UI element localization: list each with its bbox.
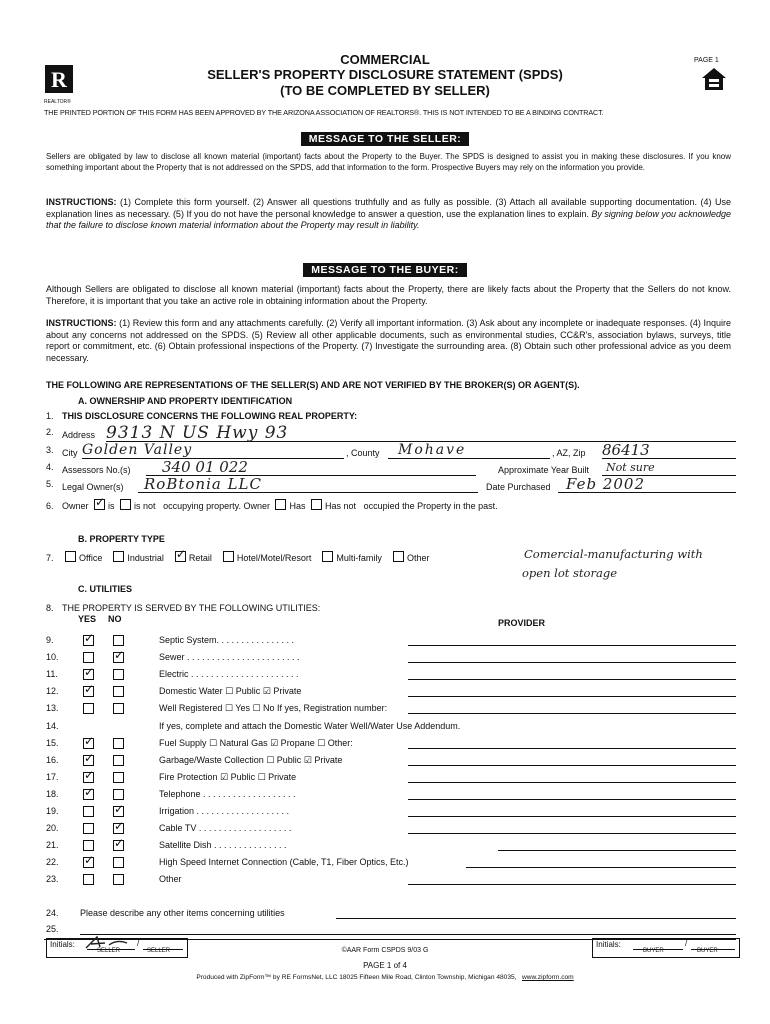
- section-c-heading: C. UTILITIES: [78, 584, 132, 594]
- seller-instructions: [46, 197, 731, 232]
- utility-row: [46, 667, 736, 682]
- utility-no-checkbox[interactable]: [113, 789, 124, 800]
- buyer-instructions-text: (1) Review this form and any attachments carefully. (2) Verify all important information. (3) Ask about any incomplete or inadequate responses. (4) Inquire about any concerns not addressed on the SPDS. (5) Review all other applicable documents, such as environmental studies, CC&R's, association bylaws, surveys, title report or commitment, etc. (6) Obtain professional inspections of the Property. (7) Investigate the surrounding area. (8) Obtain such other professional advice as you deem necessary.: [46, 318, 731, 363]
- utility-provider-field[interactable]: [408, 667, 736, 680]
- utility-label: High Speed Internet Connection (Cable, T1, Fiber Optics, Etc.): [159, 857, 409, 868]
- line-number: 12.: [46, 686, 59, 697]
- page-of: PAGE 1 of 4: [363, 961, 407, 970]
- utility-label: Other: [159, 874, 182, 885]
- buyer-instructions-label: INSTRUCTIONS:: [46, 318, 117, 328]
- section-a-heading: A. OWNERSHIP AND PROPERTY IDENTIFICATION: [78, 396, 293, 406]
- line-number: 17.: [46, 771, 59, 782]
- property-type-other-checkbox[interactable]: [393, 551, 404, 562]
- is-label: is: [108, 501, 115, 511]
- utility-row: [46, 650, 736, 665]
- city-field[interactable]: [82, 443, 344, 459]
- year-built-value: Not sure: [606, 461, 655, 474]
- buyer-para: [46, 284, 731, 307]
- utility-row: [46, 753, 736, 768]
- line-number: 11.: [46, 669, 58, 680]
- buyer-message-banner: MESSAGE TO THE BUYER:: [303, 263, 466, 277]
- seller-instructions-italic: By signing below you acknowledge that the failure to disclose known material information about the Property may result in liability.: [46, 208, 731, 230]
- county-field[interactable]: [388, 443, 550, 459]
- line-24: [46, 906, 736, 921]
- representation-note: THE FOLLOWING ARE REPRESENTATIONS OF THE SELLER(S) AND ARE NOT VERIFIED BY THE BROKER(S) OR AGENT(S).: [46, 380, 580, 390]
- line-number: 15.: [46, 737, 59, 748]
- utility-yes-checkbox[interactable]: [83, 635, 94, 646]
- utility-no-checkbox[interactable]: [113, 669, 124, 680]
- property-type-label: Retail: [188, 553, 212, 563]
- utility-label: Irrigation . . . . . . . . . . . . . . . . . . .: [159, 806, 290, 816]
- utility-yes-checkbox[interactable]: [83, 703, 94, 714]
- utility-label: Fuel Supply ☐ Natural Gas ☑ Propane ☐ Other:: [159, 737, 353, 748]
- section-b-heading: B. PROPERTY TYPE: [78, 534, 165, 544]
- utility-provider-field[interactable]: [408, 684, 736, 697]
- provider-header: PROVIDER: [498, 618, 546, 628]
- utility-row: [46, 838, 736, 853]
- occupying-label: occupying property. Owner: [163, 501, 270, 511]
- line1-text: THIS DISCLOSURE CONCERNS THE FOLLOWING REAL PROPERTY:: [62, 411, 358, 421]
- utility-label: Garbage/Waste Collection ☐ Public ☑ Private: [159, 754, 343, 765]
- property-type-multi-family-checkbox[interactable]: [322, 551, 333, 562]
- seller-initials-box: Initials: / SELLER SELLER: [46, 938, 188, 958]
- county-value: Mohave: [398, 442, 467, 458]
- page-label: PAGE 1: [694, 57, 719, 64]
- is-not-label: is not: [134, 501, 156, 511]
- assessor-label: Assessors No.(s): [62, 465, 131, 475]
- line-number: 24.: [46, 908, 59, 918]
- line-1: [46, 409, 736, 424]
- equal-housing-logo: [700, 66, 728, 99]
- line24-field[interactable]: [336, 906, 736, 919]
- utility-yes-checkbox[interactable]: [83, 772, 94, 783]
- zip-field[interactable]: [602, 443, 736, 459]
- seller-banner-wrap: [0, 129, 770, 147]
- utility-provider-field[interactable]: [408, 633, 736, 646]
- line-6-occupancy: 6. Owner ✓ is is not occupying property. Owner Has Has not occupied the Property in the past.: [46, 499, 736, 514]
- utility-yes-checkbox[interactable]: [83, 789, 94, 800]
- utility-provider-field[interactable]: [408, 872, 736, 885]
- utility-provider-field[interactable]: [408, 753, 736, 766]
- other-type-value2: open lot storage: [522, 566, 617, 580]
- utility-label: Electric . . . . . . . . . . . . . . . . . . . . . .: [159, 669, 299, 680]
- utility-yes-checkbox[interactable]: [83, 806, 94, 817]
- county-label: , County: [346, 448, 380, 458]
- utility-no-checkbox[interactable]: [113, 772, 124, 783]
- utility-no-checkbox[interactable]: [113, 840, 124, 851]
- utility-row: [46, 684, 736, 699]
- buyer-initials-box: Initials: / BUYER BUYER: [592, 938, 740, 958]
- line-number: 9.: [46, 635, 54, 645]
- line-number: 13.: [46, 703, 59, 714]
- equal-housing-icon: [700, 66, 728, 94]
- line-4-assessor: 4. Assessors No.(s) 340 01 022 Approximate Year Built Not sure: [46, 460, 736, 478]
- owner-word: Owner: [62, 501, 89, 511]
- address-field[interactable]: [106, 425, 736, 442]
- utility-provider-field[interactable]: [408, 770, 736, 783]
- owner-value: RoBtonia LLC: [144, 475, 262, 493]
- utility-label: If yes, complete and attach the Domestic Water Well/Water Use Addendum.: [159, 720, 461, 731]
- year-built-label: Approximate Year Built: [498, 465, 590, 475]
- utility-no-checkbox[interactable]: [113, 703, 124, 714]
- title-line3: (TO BE COMPLETED BY SELLER): [280, 83, 490, 98]
- utility-row: [46, 855, 736, 870]
- line-number: 14.: [46, 720, 59, 731]
- utility-provider-field[interactable]: [498, 838, 736, 851]
- date-purchased-value: Feb 2002: [566, 475, 646, 493]
- utility-provider-field[interactable]: [408, 650, 736, 663]
- utility-no-checkbox[interactable]: [113, 738, 124, 749]
- yes-header: YES: [78, 614, 97, 624]
- owner-has-checkbox[interactable]: [275, 499, 286, 510]
- utility-provider-field[interactable]: [408, 736, 736, 749]
- buyer2-label: BUYER: [697, 948, 718, 954]
- utility-yes-checkbox[interactable]: [83, 652, 94, 663]
- seller-para-text: Sellers are obligated by law to disclose all known material (important) facts about the Property to the Buyer. The SPDS is designed to assist you in making these disclosures. If you know something important about the Property that is not addressed on the SPDS, add that information to the form. Prospective Buyers may rely on the information you provide.: [46, 152, 731, 172]
- produced-text: Produced with ZipForm™ by RE FormsNet, LLC 18025 Fifteen Mile Road, Clinton Township, Michigan 48035,: [196, 974, 517, 981]
- date-purchased-label: Date Purchased: [486, 482, 551, 492]
- line-number: 21.: [46, 840, 59, 851]
- city-value: Golden Valley: [82, 442, 193, 458]
- utility-provider-field[interactable]: [408, 787, 736, 800]
- utility-label: Septic System. . . . . . . . . . . . . . . .: [159, 635, 295, 645]
- seller-instructions-label: INSTRUCTIONS:: [46, 197, 117, 207]
- line-number: 10.: [46, 652, 59, 663]
- utilities-intro: THE PROPERTY IS SERVED BY THE FOLLOWING UTILITIES:: [62, 603, 321, 613]
- line-8-utilities: 8. THE PROPERTY IS SERVED BY THE FOLLOWING UTILITIES:: [46, 601, 736, 616]
- realtor-caption: REALTOR®: [44, 99, 71, 105]
- utility-row: [46, 787, 736, 802]
- has-label: Has: [289, 501, 306, 511]
- property-type-label: Multi-family: [336, 553, 382, 563]
- utility-label: Well Registered ☐ Yes ☐ No If yes, Registration number:: [159, 703, 388, 714]
- line-number: 20.: [46, 823, 59, 834]
- utility-yes-checkbox[interactable]: [83, 669, 94, 680]
- utility-row: [46, 719, 736, 734]
- occupied-past-label: occupied the Property in the past.: [363, 501, 498, 511]
- line-3-city: 3. City Golden Valley , County Mohave , AZ, Zip 86413: [46, 443, 736, 461]
- date-purchased-field[interactable]: [558, 477, 736, 493]
- line-25: [46, 922, 736, 937]
- property-type-industrial-checkbox[interactable]: [113, 551, 124, 562]
- utility-row: [46, 821, 736, 836]
- copyright: ©AAR Form CSPDS 9/03 G: [341, 947, 429, 954]
- no-header: NO: [108, 614, 122, 624]
- utility-no-checkbox[interactable]: [113, 806, 124, 817]
- svg-text:R: R: [51, 67, 67, 92]
- utility-yes-checkbox[interactable]: [83, 857, 94, 868]
- buyer-initials-label: Initials:: [596, 940, 621, 949]
- seller-para: [46, 152, 731, 173]
- utility-yes-checkbox[interactable]: [83, 823, 94, 834]
- title-line1: COMMERCIAL: [340, 52, 430, 67]
- zipform-link[interactable]: www.zipform.com: [522, 974, 574, 981]
- line-number: 18.: [46, 788, 59, 799]
- buyer-label: BUYER: [643, 948, 664, 954]
- property-type-label: Industrial: [127, 553, 164, 563]
- utility-no-checkbox[interactable]: [113, 686, 124, 697]
- seller-label: SELLER: [97, 948, 121, 954]
- title-line2: SELLER'S PROPERTY DISCLOSURE STATEMENT (SPDS): [207, 67, 563, 82]
- buyer-instructions: [46, 318, 731, 364]
- address-label: Address: [62, 430, 96, 440]
- owner-has-not-checkbox[interactable]: [311, 499, 322, 510]
- seller2-label: SELLER: [147, 948, 171, 954]
- city-label: City: [62, 448, 78, 458]
- utility-row: [46, 701, 736, 716]
- produced-line: [0, 974, 770, 981]
- other-type-value: Comercial-manufacturing with: [524, 547, 703, 561]
- line-number: 23.: [46, 874, 59, 885]
- has-not-label: Has not: [325, 501, 357, 511]
- buyer-para-text: Although Sellers are obligated to disclose all known material (important) facts about the Property, there are likely facts about the Property that the Sellers do not know. Therefore, it is important that you take an active role in obtaining information about the Property.: [46, 284, 731, 306]
- seller-instructions-text: (1) Complete this form yourself. (2) Answer all questions truthfully and as fully as possible. (3) Attach all available supporting documentation. (4) Use explanation lines as necessary. (5) If you do not have the personal knowledge to answer a question, use the explanation lines to explain.: [46, 197, 731, 219]
- utility-yes-checkbox[interactable]: [83, 840, 94, 851]
- utility-row: [46, 872, 736, 887]
- owner-label: Legal Owner(s): [62, 482, 124, 492]
- utility-provider-field[interactable]: [408, 821, 736, 834]
- line-number: 16.: [46, 754, 59, 765]
- utility-label: Domestic Water ☐ Public ☑ Private: [159, 686, 302, 697]
- utility-no-checkbox[interactable]: [113, 652, 124, 663]
- utility-row: [46, 770, 736, 785]
- property-type-label: Office: [79, 553, 103, 563]
- utility-no-checkbox[interactable]: [113, 755, 124, 766]
- utility-yes-checkbox[interactable]: [83, 738, 94, 749]
- approval-note: THE PRINTED PORTION OF THIS FORM HAS BEEN APPROVED BY THE ARIZONA ASSOCIATION OF REALTORS®. THIS IS NOT INTENDED TO BE A BINDING CONTRACT.: [44, 108, 604, 117]
- utility-no-checkbox[interactable]: [113, 635, 124, 646]
- utility-provider-field[interactable]: [466, 855, 736, 868]
- utility-provider-field[interactable]: [408, 701, 736, 714]
- utility-label: Sewer . . . . . . . . . . . . . . . . . . . . . . .: [159, 652, 300, 663]
- line25-field[interactable]: [80, 922, 736, 935]
- zip-value: 86413: [602, 441, 650, 459]
- utility-no-checkbox[interactable]: [113, 857, 124, 868]
- utility-no-checkbox[interactable]: [113, 823, 124, 834]
- buyer-banner-wrap: [0, 260, 770, 278]
- owner-field[interactable]: [138, 477, 478, 493]
- line-5-owner: 5. Legal Owner(s) RoBtonia LLC Date Purchased Feb 2002: [46, 477, 736, 495]
- utility-provider-field[interactable]: [408, 804, 736, 817]
- property-type-hotel-motel-resort-checkbox[interactable]: [223, 551, 234, 562]
- utility-label: Telephone . . . . . . . . . . . . . . . . . . .: [159, 788, 296, 799]
- utility-no-checkbox[interactable]: [113, 874, 124, 885]
- assessor-value: 340 01 022: [162, 458, 248, 476]
- utility-row: [46, 736, 736, 751]
- owner-is-not-checkbox[interactable]: [120, 499, 131, 510]
- year-built-field[interactable]: [602, 460, 736, 476]
- utility-yes-checkbox[interactable]: [83, 874, 94, 885]
- property-type-office-checkbox[interactable]: [65, 551, 76, 562]
- line-7-property-type: 7. Office Industrial✓ Retail Hotel/Motel/Resort Multi-family Other Comercial-manufacturing with: [46, 551, 736, 566]
- seller-initials-label: Initials:: [50, 940, 75, 949]
- seller-message-banner: MESSAGE TO THE SELLER:: [301, 132, 470, 146]
- line-number: 1.: [46, 411, 54, 421]
- utility-label: Fire Protection ☑ Public ☐ Private: [159, 771, 297, 782]
- utility-row: [46, 804, 736, 819]
- utility-label: Satellite Dish . . . . . . . . . . . . . . .: [159, 840, 287, 851]
- line-number: 22.: [46, 857, 59, 868]
- utility-row: [46, 633, 736, 648]
- line24-text: Please describe any other items concerning utilities: [80, 908, 285, 918]
- line-number: 19.: [46, 806, 59, 816]
- owner-is-checkbox[interactable]: [94, 499, 105, 510]
- property-type-options: [62, 551, 437, 566]
- property-type-label: Hotel/Motel/Resort: [236, 553, 312, 563]
- utility-yes-checkbox[interactable]: [83, 755, 94, 766]
- line-2-address: 2. Address 9313 N US Hwy 93: [46, 425, 736, 445]
- line-number: 25.: [46, 924, 59, 934]
- property-type-label: Other: [406, 553, 430, 563]
- az-zip-label: , AZ, Zip: [552, 448, 586, 458]
- utility-yes-checkbox[interactable]: [83, 686, 94, 697]
- address-value: 9313 N US Hwy 93: [106, 423, 289, 443]
- assessor-field[interactable]: [146, 460, 476, 476]
- utility-label: Cable TV . . . . . . . . . . . . . . . . . . .: [159, 823, 292, 834]
- property-type-retail-checkbox[interactable]: [175, 551, 186, 562]
